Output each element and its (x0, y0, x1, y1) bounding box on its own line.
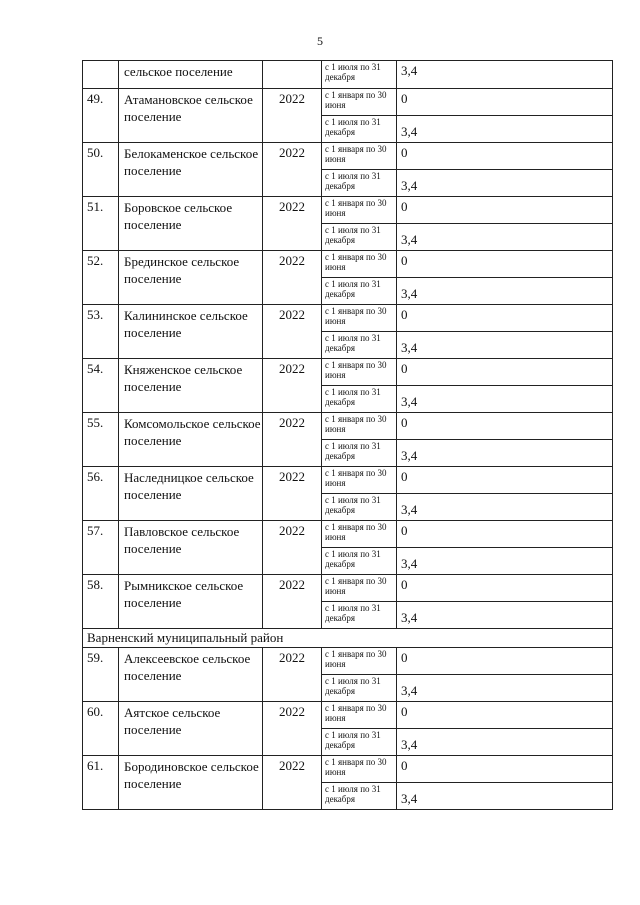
row-year: 2022 (263, 197, 322, 251)
row-number (83, 61, 119, 89)
table-row (83, 143, 613, 170)
table-row (83, 305, 613, 332)
row-number: 55. (83, 413, 119, 467)
row-number: 50. (83, 143, 119, 197)
district-name: Варненский муниципальный район (83, 629, 613, 648)
table-row (83, 521, 613, 548)
row-number: 60. (83, 702, 119, 756)
rate-value: 0 (397, 89, 613, 116)
district-row (83, 629, 613, 648)
row-number: 58. (83, 575, 119, 629)
table-row (83, 702, 613, 729)
table-row (83, 575, 613, 602)
rate-value: 0 (397, 359, 613, 386)
row-year: 2022 (263, 648, 322, 702)
row-year: 2022 (263, 89, 322, 143)
table-row (83, 359, 613, 386)
period-label: с 1 января по 30 июня (322, 575, 397, 602)
settlement-name: Рымникское сельское поселение (119, 575, 263, 629)
period-label: с 1 января по 30 июня (322, 702, 397, 729)
period-label: с 1 июля по 31 декабря (322, 332, 397, 359)
period-label: с 1 января по 30 июня (322, 413, 397, 440)
row-year: 2022 (263, 467, 322, 521)
rate-value: 0 (397, 197, 613, 224)
row-number: 57. (83, 521, 119, 575)
settlement-name: сельское поселение (119, 61, 263, 89)
rate-value: 0 (397, 648, 613, 675)
settlement-name: Боровское сельское поселение (119, 197, 263, 251)
row-number: 53. (83, 305, 119, 359)
settlement-name: Комсомольское сельское поселение (119, 413, 263, 467)
period-label: с 1 января по 30 июня (322, 756, 397, 783)
row-year: 2022 (263, 305, 322, 359)
rate-value: 3,4 (397, 332, 613, 359)
row-year: 2022 (263, 359, 322, 413)
table-row (83, 467, 613, 494)
rate-value: 3,4 (397, 729, 613, 756)
row-number: 56. (83, 467, 119, 521)
rate-value: 3,4 (397, 494, 613, 521)
rate-value: 3,4 (397, 170, 613, 197)
rate-value: 3,4 (397, 224, 613, 251)
rate-value: 3,4 (397, 602, 613, 629)
period-label: с 1 июля по 31 декабря (322, 783, 397, 810)
period-label: с 1 января по 30 июня (322, 143, 397, 170)
table-row (83, 89, 613, 116)
row-year: 2022 (263, 702, 322, 756)
row-year: 2022 (263, 413, 322, 467)
period-label: с 1 января по 30 июня (322, 197, 397, 224)
rate-value: 0 (397, 575, 613, 602)
settlement-name: Княженское сельское поселение (119, 359, 263, 413)
table-row (83, 756, 613, 783)
rate-value: 0 (397, 413, 613, 440)
settlement-name: Белокаменское сельское поселение (119, 143, 263, 197)
row-number: 51. (83, 197, 119, 251)
period-label: с 1 июля по 31 декабря (322, 116, 397, 143)
period-label: с 1 января по 30 июня (322, 521, 397, 548)
rate-value: 3,4 (397, 548, 613, 575)
row-year: 2022 (263, 143, 322, 197)
period-label: с 1 января по 30 июня (322, 305, 397, 332)
period-label: с 1 июля по 31 декабря (322, 602, 397, 629)
rate-value: 3,4 (397, 675, 613, 702)
settlement-name: Павловское сельское поселение (119, 521, 263, 575)
period-label: с 1 июля по 31 декабря (322, 494, 397, 521)
row-year (263, 61, 322, 89)
rate-value: 0 (397, 251, 613, 278)
continued-row (83, 61, 613, 89)
rate-value: 0 (397, 467, 613, 494)
period-label: с 1 июля по 31 декабря (322, 278, 397, 305)
period-label: с 1 июля по 31 декабря (322, 729, 397, 756)
row-year: 2022 (263, 575, 322, 629)
rate-value: 3,4 (397, 61, 613, 89)
table-row (83, 251, 613, 278)
period-label: с 1 января по 30 июня (322, 89, 397, 116)
table-row (83, 197, 613, 224)
row-number: 52. (83, 251, 119, 305)
rate-value: 0 (397, 143, 613, 170)
rate-value: 3,4 (397, 116, 613, 143)
rate-value: 0 (397, 756, 613, 783)
page-number: 5 (317, 34, 323, 48)
row-year: 2022 (263, 521, 322, 575)
settlement-name: Алексеевское сельское поселение (119, 648, 263, 702)
rate-value: 3,4 (397, 440, 613, 467)
period-label: с 1 июля по 31 декабря (322, 61, 397, 89)
table-row (83, 648, 613, 675)
settlement-name: Калининское сельское поселение (119, 305, 263, 359)
period-label: с 1 июля по 31 декабря (322, 170, 397, 197)
period-label: с 1 января по 30 июня (322, 648, 397, 675)
period-label: с 1 июля по 31 декабря (322, 548, 397, 575)
row-number: 49. (83, 89, 119, 143)
period-label: с 1 января по 30 июня (322, 359, 397, 386)
row-number: 61. (83, 756, 119, 810)
row-year: 2022 (263, 251, 322, 305)
rate-value: 0 (397, 702, 613, 729)
rate-value: 0 (397, 521, 613, 548)
settlement-name: Наследницкое сельское поселение (119, 467, 263, 521)
period-label: с 1 июля по 31 декабря (322, 386, 397, 413)
period-label: с 1 января по 30 июня (322, 467, 397, 494)
table-row (83, 413, 613, 440)
settlements-table (82, 60, 613, 810)
rate-value: 3,4 (397, 386, 613, 413)
settlement-name: Брединское сельское поселение (119, 251, 263, 305)
rate-value: 3,4 (397, 278, 613, 305)
row-number: 59. (83, 648, 119, 702)
row-number: 54. (83, 359, 119, 413)
settlement-name: Атамановское сельское поселение (119, 89, 263, 143)
rate-value: 0 (397, 305, 613, 332)
row-year: 2022 (263, 756, 322, 810)
rate-value: 3,4 (397, 783, 613, 810)
period-label: с 1 июля по 31 декабря (322, 224, 397, 251)
settlement-name: Бородиновское сельское поселение (119, 756, 263, 810)
period-label: с 1 января по 30 июня (322, 251, 397, 278)
period-label: с 1 июля по 31 декабря (322, 675, 397, 702)
period-label: с 1 июля по 31 декабря (322, 440, 397, 467)
settlement-name: Аятское сельское поселение (119, 702, 263, 756)
